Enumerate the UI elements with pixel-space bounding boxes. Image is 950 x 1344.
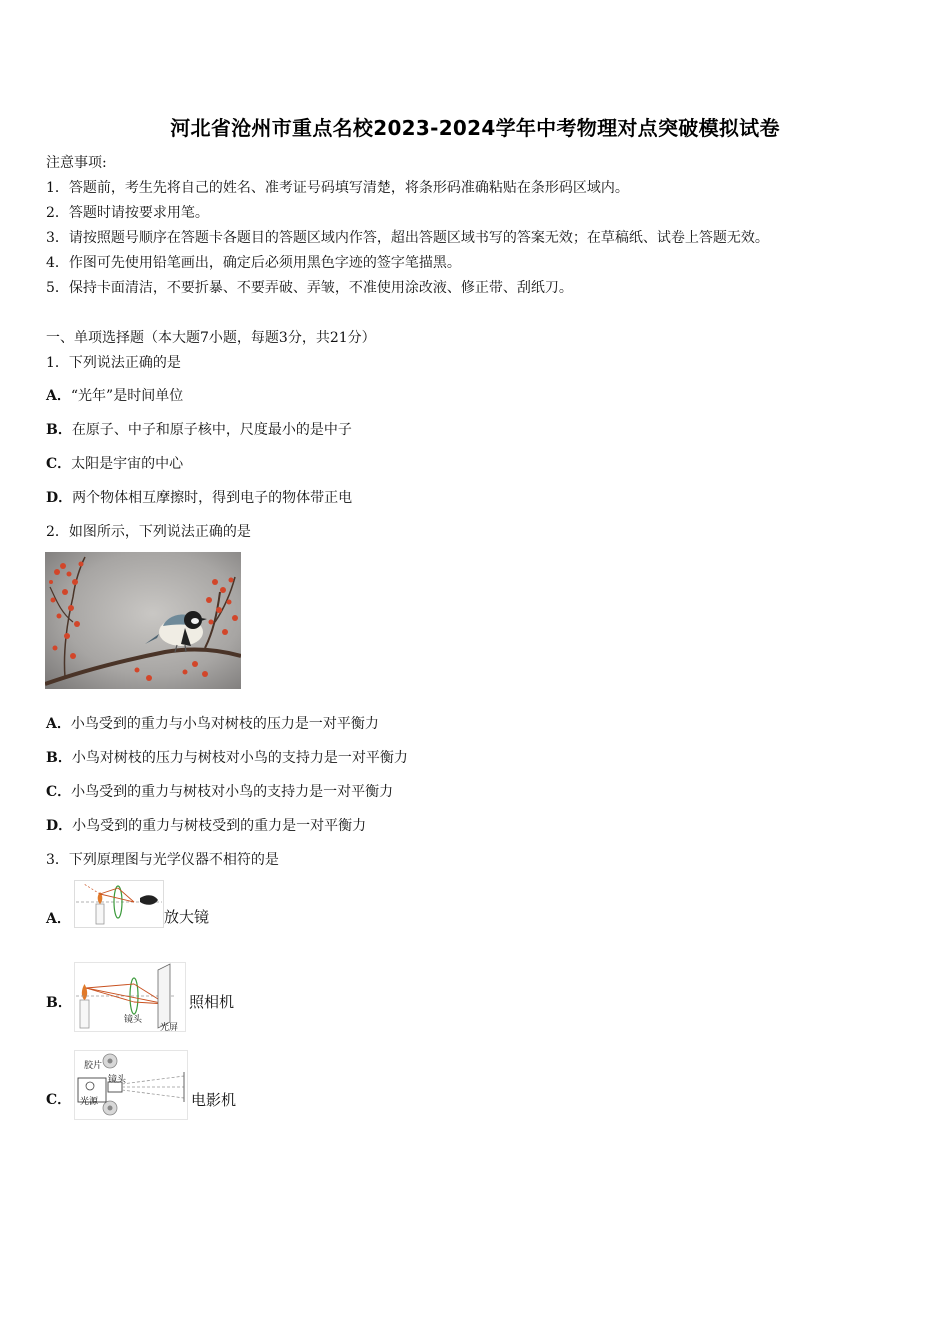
q3-option-a-label — [46, 908, 71, 928]
q2-option-d — [46, 815, 366, 835]
projector-film-label: 胶片 — [84, 1061, 103, 1071]
section-heading: 一、单项选择题（本大题7小题，每题3分，共21分） — [46, 330, 376, 346]
q1-option-c — [46, 453, 183, 473]
option-text: 两个物体相互摩擦时，得到电子的物体带正电 — [72, 490, 353, 506]
q1-option-b — [46, 419, 352, 439]
option-label: C． — [46, 1092, 72, 1108]
option-text: 小鸟对树枝的压力与树枝对小鸟的支持力是一对平衡力 — [71, 750, 408, 766]
question-2-stem: 2．如图所示，下列说法正确的是 — [46, 524, 251, 540]
q3-option-b-text: 照相机 — [189, 993, 235, 1011]
page-title: 河北省沧州市重点名校2023-2024学年中考物理对点突破模拟试卷 — [170, 116, 780, 140]
option-label: C． — [46, 456, 72, 472]
notes-item: 3．请按照题号顺序在答题卡各题目的答题区域内作答，超出答题区域书写的答案无效；在草稿纸、试卷上答题无效。 — [46, 230, 769, 246]
option-label: B． — [46, 422, 72, 438]
option-label: D． — [46, 490, 73, 506]
camera-lens-label: 镜头 — [124, 1015, 143, 1025]
projector-lens-label: 镜头 — [108, 1075, 127, 1085]
option-label: A． — [46, 911, 71, 927]
option-label: A． — [46, 716, 71, 732]
q1-option-a — [46, 385, 183, 405]
q2-option-a — [46, 713, 379, 733]
q3-option-a-text: 放大镜 — [164, 908, 210, 926]
notes-item: 2．答题时请按要求用笔。 — [46, 205, 209, 221]
notes-item: 4．作图可先使用铅笔画出，确定后必须用黑色字迹的签字笔描黑。 — [46, 255, 461, 271]
q2-option-b — [46, 747, 408, 767]
q3-option-b-label — [46, 992, 72, 1012]
q2-option-c — [46, 781, 393, 801]
q3-option-c-label — [46, 1089, 71, 1109]
notes-item: 5．保持卡面清洁，不要折暴、不要弄破、弄皱，不准使用涂改液、修正带、刮纸刀。 — [46, 280, 573, 296]
option-label: B． — [46, 750, 72, 766]
option-text: “光年”是时间单位 — [70, 388, 184, 404]
camera-screen-label: 光屏 — [160, 1023, 179, 1033]
option-text: 在原子、中子和原子核中，尺度最小的是中子 — [71, 422, 352, 438]
option-text: 太阳是宇宙的中心 — [71, 456, 184, 472]
question-1-stem: 1．下列说法正确的是 — [46, 355, 181, 371]
option-text: 小鸟受到的重力与树枝对小鸟的支持力是一对平衡力 — [71, 784, 394, 800]
projector-light-source-label: 光源 — [80, 1097, 99, 1107]
question-3-stem: 3．下列原理图与光学仪器不相符的是 — [46, 852, 279, 868]
option-text: 小鸟受到的重力与小鸟对树枝的压力是一对平衡力 — [70, 716, 379, 732]
option-label: D． — [46, 818, 73, 834]
option-text: 小鸟受到的重力与树枝受到的重力是一对平衡力 — [72, 818, 367, 834]
option-label: C． — [46, 784, 72, 800]
option-label: B． — [46, 995, 72, 1011]
option-label: A． — [46, 388, 71, 404]
notes-heading: 注意事项: — [46, 155, 107, 171]
notes-item: 1．答题前，考生先将自己的姓名、准考证号码填写清楚，将条形码准确粘贴在条形码区域内。 — [46, 180, 629, 196]
q1-option-d — [46, 487, 352, 507]
bird-on-branch-photo — [45, 552, 241, 689]
q3-option-c-text: 电影机 — [191, 1091, 237, 1109]
magnifier-diagram — [74, 880, 164, 928]
